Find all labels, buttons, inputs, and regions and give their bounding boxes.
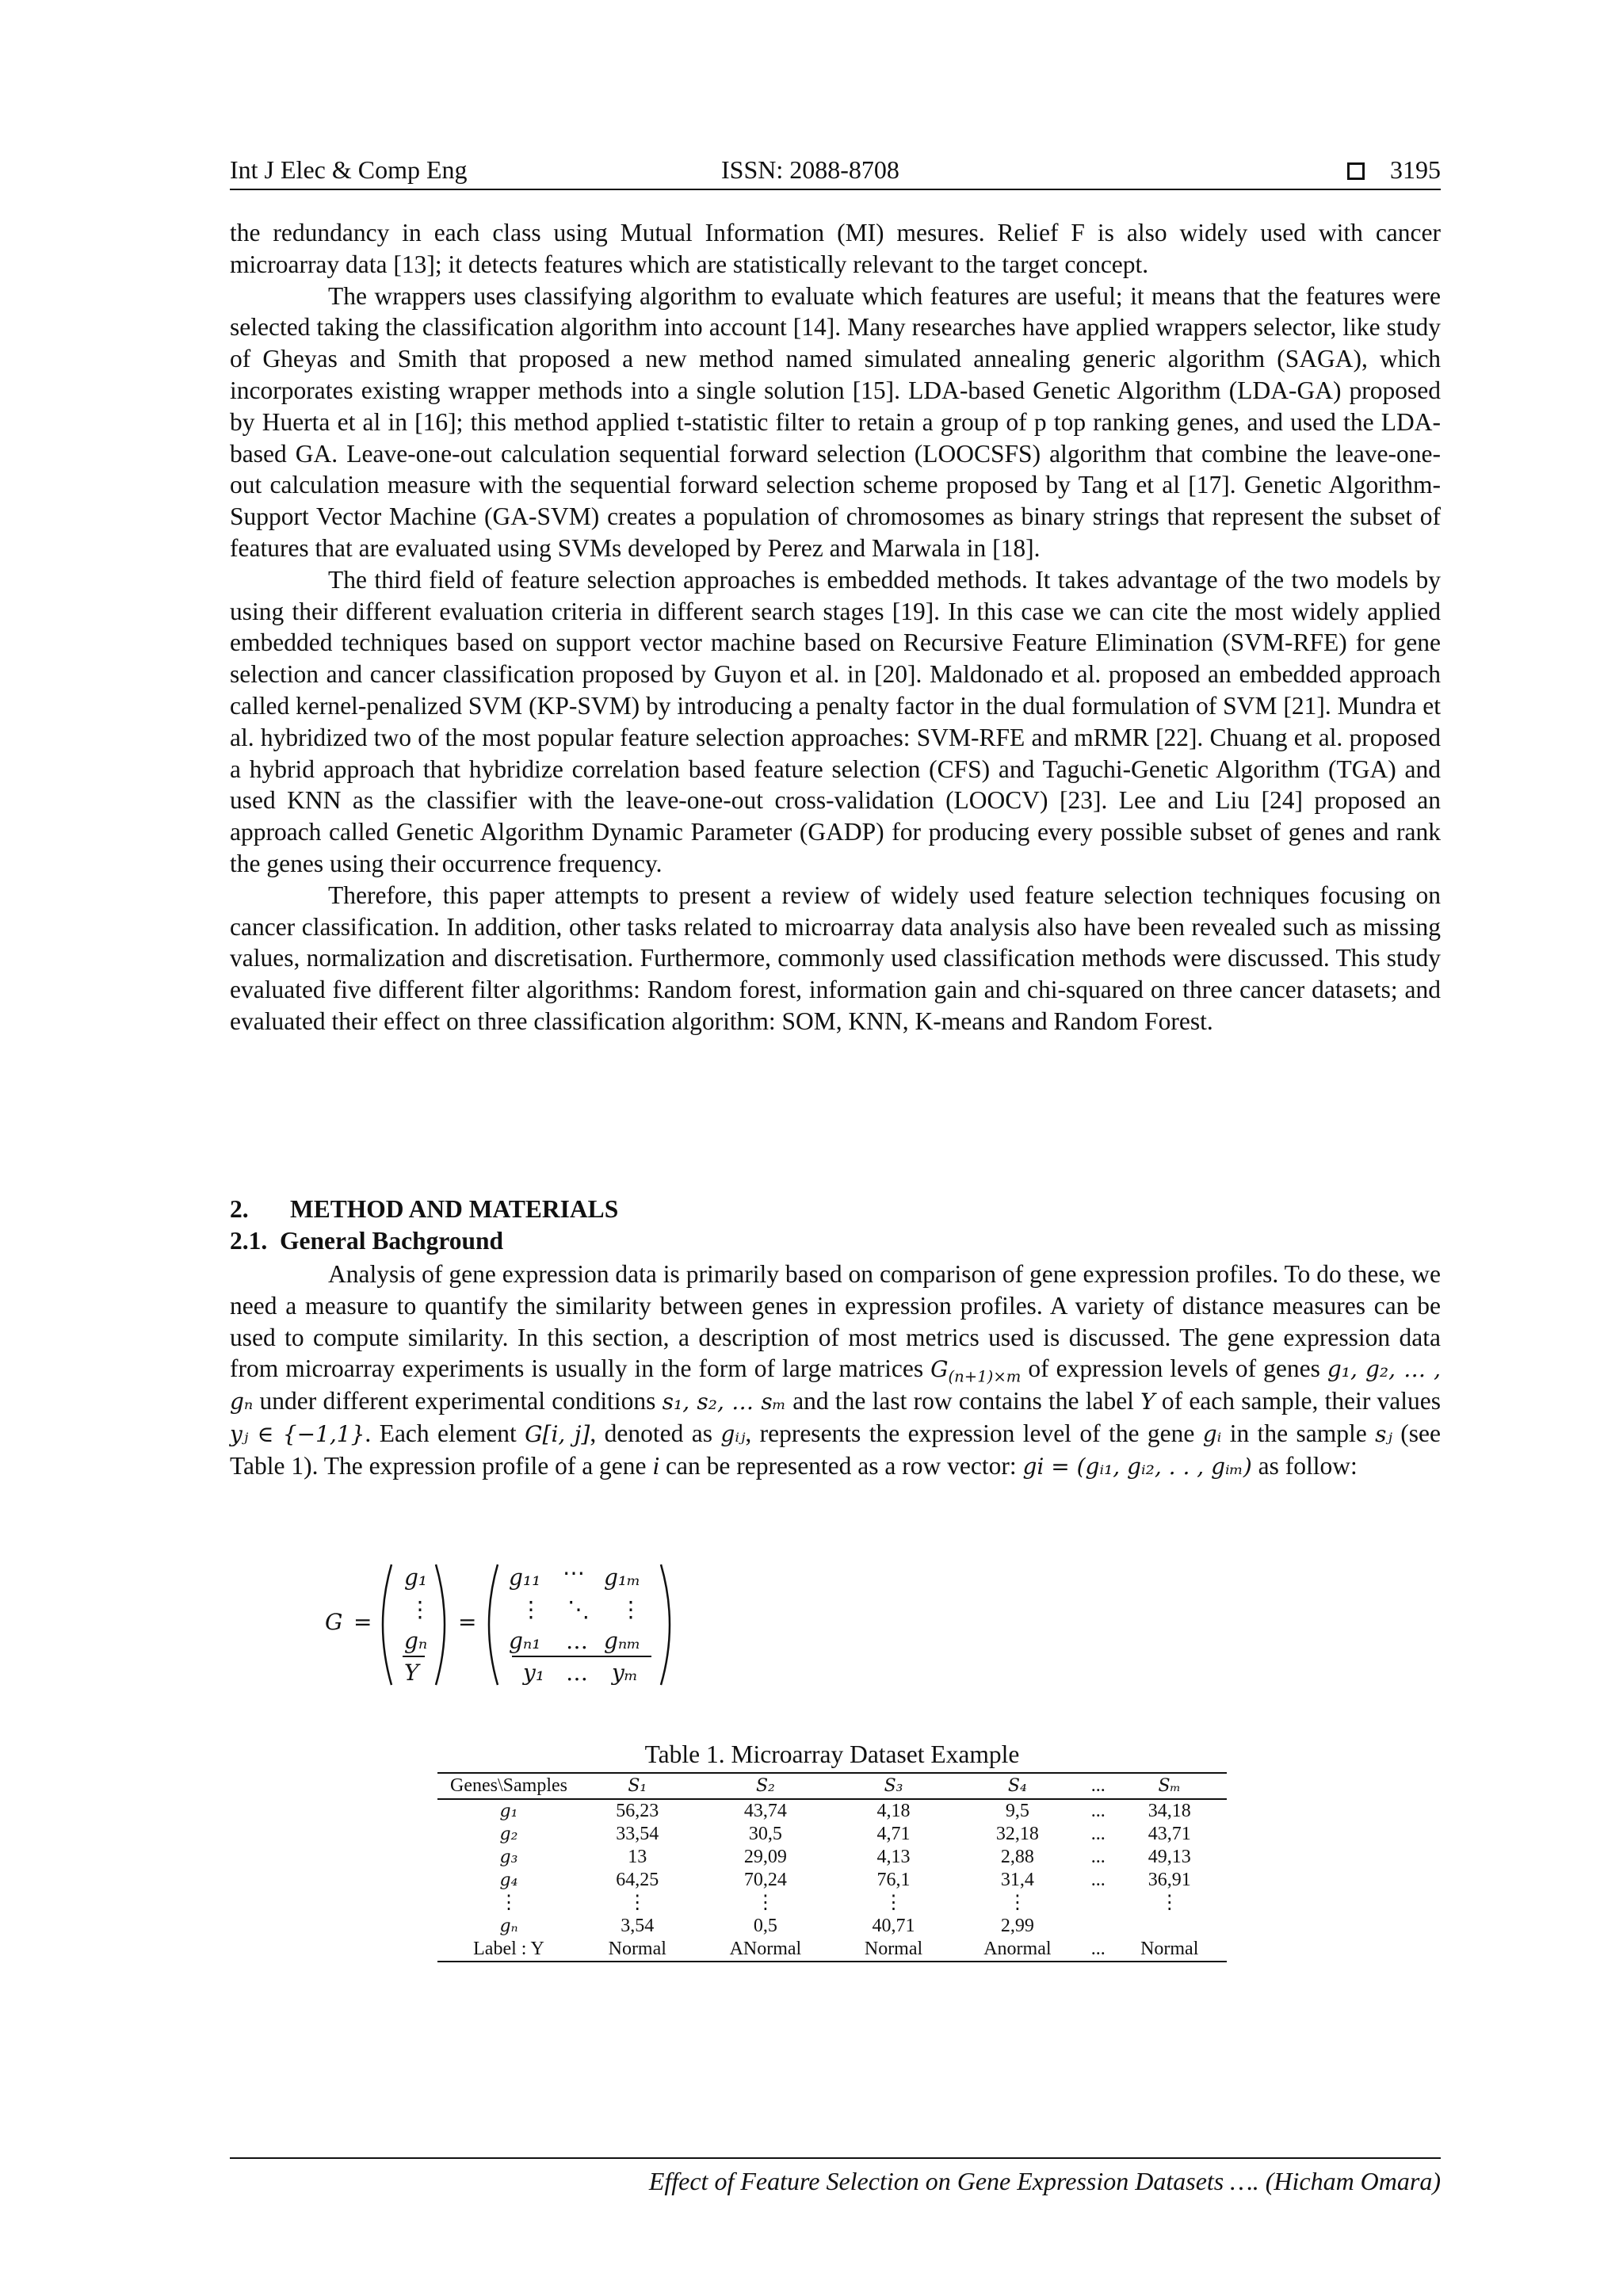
table-container bbox=[437, 1772, 1227, 1962]
header-cell: ... bbox=[1084, 1773, 1112, 1799]
grid-cell: ⋮ bbox=[520, 1596, 542, 1622]
table-row bbox=[437, 1892, 1227, 1915]
table-cell: ⋮ bbox=[628, 1893, 647, 1913]
table-cell: 32,18 bbox=[995, 1824, 1039, 1844]
table-cell: 43,71 bbox=[1148, 1824, 1191, 1844]
matrix-svg bbox=[325, 1553, 737, 1696]
subsection-title: General Bachground bbox=[280, 1227, 504, 1255]
table-cell: Normal bbox=[836, 1938, 951, 1962]
intro-text bbox=[230, 217, 1441, 1037]
table-cell: 70,24 bbox=[743, 1870, 787, 1890]
matrix-eq2: = bbox=[458, 1609, 477, 1635]
grid-cell: ⋱ bbox=[567, 1596, 590, 1622]
table-row bbox=[437, 1915, 1227, 1938]
journal-name: Int J Elec & Comp Eng bbox=[230, 155, 468, 184]
table-cell: g₂ bbox=[499, 1824, 518, 1844]
text-run: of expression levels of genes bbox=[1021, 1354, 1327, 1383]
math-matrix bbox=[930, 1356, 1022, 1386]
header-rule bbox=[230, 189, 1441, 190]
subsection-number: 2.1. bbox=[230, 1227, 268, 1255]
page-number: 3195 bbox=[1390, 155, 1441, 184]
table-cell: 36,91 bbox=[1148, 1870, 1191, 1890]
math-label: Y bbox=[1140, 1389, 1155, 1415]
table-cell: ⋮ bbox=[755, 1893, 775, 1913]
paragraph bbox=[230, 1259, 1441, 1483]
grid-cell: g₁₁ bbox=[509, 1564, 541, 1591]
table-cell: 3,54 bbox=[621, 1916, 655, 1936]
table-cell: Normal bbox=[1112, 1938, 1227, 1962]
table-cell: 34,18 bbox=[1148, 1801, 1191, 1821]
math-element: G[i, j] bbox=[525, 1420, 590, 1447]
data-table bbox=[437, 1772, 1227, 1962]
table-cell: ... bbox=[1090, 1847, 1106, 1867]
grid-cell: ⋯ bbox=[563, 1560, 585, 1586]
paren-left-2 bbox=[489, 1564, 498, 1685]
table-cell: ... bbox=[1090, 1801, 1106, 1821]
running-header bbox=[230, 155, 1441, 190]
table-cell: ⋮ bbox=[1007, 1893, 1027, 1913]
math-yj: yⱼ ∈ {−1,1} bbox=[230, 1420, 365, 1447]
paren-right-1 bbox=[436, 1564, 445, 1685]
table-cell: 2,99 bbox=[1000, 1916, 1034, 1936]
header-cell: S₃ bbox=[836, 1773, 951, 1799]
table-cell: 4,71 bbox=[876, 1824, 911, 1844]
issn-label: ISSN: 2088-8708 bbox=[721, 155, 899, 184]
text-run: in the sample bbox=[1221, 1419, 1376, 1447]
math-gij: gᵢⱼ bbox=[720, 1420, 746, 1447]
text-run: of each sample, their values bbox=[1155, 1387, 1442, 1415]
text-run: as follow: bbox=[1251, 1451, 1358, 1480]
text-run: and the last row contains the label bbox=[785, 1387, 1141, 1415]
paren-left-1 bbox=[383, 1564, 391, 1685]
col-item: g₁ bbox=[404, 1564, 428, 1591]
header-cell: S₁ bbox=[580, 1773, 695, 1799]
page-number-group bbox=[1347, 155, 1441, 185]
table-cell: 31,4 bbox=[1000, 1870, 1034, 1890]
math-genes: g₁, g₂, … , gₙ bbox=[230, 1356, 1442, 1415]
table-cell: 4,13 bbox=[876, 1847, 911, 1867]
text-run: under different experimental conditions bbox=[253, 1387, 663, 1415]
col-item: ⋮ bbox=[409, 1596, 431, 1622]
table-row bbox=[437, 1799, 1227, 1823]
table-cell: ... bbox=[1084, 1938, 1112, 1962]
section-heading bbox=[230, 1195, 618, 1224]
header-cell: Sₘ bbox=[1112, 1773, 1227, 1799]
table-cell bbox=[1084, 1892, 1112, 1915]
table-cell: g₄ bbox=[499, 1870, 518, 1890]
paragraph: the redundancy in each class using Mutual Information (MI) mesures. Relief F is also widely used with cancer microarray data [13]; it detects features which are statistically relevant to the target concept. bbox=[230, 219, 1441, 278]
table-cell: 9,5 bbox=[1005, 1801, 1029, 1821]
grid-cell: … bbox=[566, 1660, 588, 1686]
table-cell: ⋮ bbox=[499, 1893, 518, 1913]
math-conditions: s₁, s₂, … sₘ bbox=[662, 1389, 786, 1415]
table-cell: 30,5 bbox=[748, 1824, 782, 1844]
text-run: . Each element bbox=[365, 1419, 525, 1447]
grid-cell: gₙ₁ bbox=[509, 1628, 541, 1654]
section21-text bbox=[230, 1259, 1441, 1483]
subsection-heading bbox=[230, 1227, 503, 1255]
text-run: Analysis of gene expression data is primarily based on comparison of gene expression profiles. To do these, we need a measure to quantify the similarity between genes in expression profiles. A variety of distance measures can be used to compute similarity. In this section, a description of most metrics used is discussed. The gene expression data from microarray experiments is usually in the form of large matrices bbox=[230, 1260, 1441, 1383]
table-cell: 76,1 bbox=[876, 1870, 911, 1890]
header-cell: S₂ bbox=[695, 1773, 837, 1799]
table-cell: g₃ bbox=[499, 1847, 518, 1867]
table-cell: 33,54 bbox=[616, 1824, 659, 1844]
paragraph: Therefore, this paper attempts to present a review of widely used feature selection techniques focusing on cancer classification. In addition, other tasks related to microarray data analysis also have been revealed such as missing values, normalization and discretisation. Furthermore, commonly used classification methods were discussed. This study evaluated five different filter algorithms: Random forest, information gain and chi-squared on three cancer datasets; and evaluated their effect on three classification algorithm: SOM, KNN, K-means and Random Forest. bbox=[230, 881, 1441, 1035]
table-cell: 43,74 bbox=[743, 1801, 787, 1821]
table-cell: 40,71 bbox=[872, 1916, 915, 1936]
grid-cell: y₁ bbox=[523, 1660, 545, 1686]
table-header-row bbox=[437, 1773, 1227, 1799]
grid-cell: … bbox=[566, 1628, 588, 1654]
math-vector: gi = (gᵢ₁, gᵢ₂, . . , gᵢₘ) bbox=[1022, 1453, 1252, 1480]
grid-cell: g₁ₘ bbox=[604, 1564, 641, 1591]
table-cell: ... bbox=[1090, 1870, 1106, 1890]
table-row bbox=[437, 1869, 1227, 1892]
table-cell: g₁ bbox=[499, 1801, 518, 1821]
table-cell: ANormal bbox=[695, 1938, 837, 1962]
text-run: , denoted as bbox=[590, 1419, 721, 1447]
matrix-lhs: G bbox=[325, 1609, 343, 1635]
table-row bbox=[437, 1846, 1227, 1869]
table-cell: Normal bbox=[580, 1938, 695, 1962]
section-number: 2. bbox=[230, 1195, 249, 1223]
checkbox-square-icon bbox=[1347, 162, 1365, 180]
math-symbol: G bbox=[930, 1356, 949, 1383]
table-cell: 56,23 bbox=[616, 1801, 659, 1821]
table-cell: 13 bbox=[628, 1847, 647, 1867]
table-cell: 49,13 bbox=[1148, 1847, 1191, 1867]
table-cell: 2,88 bbox=[1000, 1847, 1034, 1867]
table-cell: 29,09 bbox=[743, 1847, 787, 1867]
table-cell: 64,25 bbox=[616, 1870, 659, 1890]
table-cell: ⋮ bbox=[1159, 1893, 1179, 1913]
table-cell: 4,18 bbox=[876, 1801, 911, 1821]
math-sj: sⱼ bbox=[1375, 1420, 1392, 1447]
table-row bbox=[437, 1938, 1227, 1962]
table-cell: Label : Y bbox=[437, 1938, 580, 1962]
col-item: gₙ bbox=[404, 1628, 428, 1654]
table-cell bbox=[1084, 1915, 1112, 1938]
table-cell: 0,5 bbox=[753, 1916, 777, 1936]
table-cell: Anormal bbox=[951, 1938, 1084, 1962]
text-run: , represents the expression level of the gene bbox=[745, 1419, 1203, 1447]
table-cell bbox=[1112, 1915, 1227, 1938]
col-item: Y bbox=[404, 1660, 419, 1686]
math-subscript: (n+1)×m bbox=[948, 1367, 1022, 1386]
grid-cell: yₘ bbox=[612, 1660, 638, 1686]
text-run: (see Table 1). The expression profile of a gene bbox=[230, 1419, 1442, 1480]
matrix-equation bbox=[325, 1553, 737, 1696]
header-cell: S₄ bbox=[951, 1773, 1084, 1799]
grid-cell: gₙₘ bbox=[604, 1628, 641, 1654]
text-run: can be represented as a row vector: bbox=[659, 1451, 1023, 1480]
table-cell: ... bbox=[1090, 1824, 1106, 1844]
section-title: METHOD AND MATERIALS bbox=[290, 1195, 619, 1223]
running-footer: Effect of Feature Selection on Gene Expression Datasets …. (Hicham Omara) bbox=[648, 2167, 1441, 2195]
header-cell: Genes\Samples bbox=[437, 1773, 580, 1799]
table-caption: Table 1. Microarray Dataset Example bbox=[644, 1740, 1020, 1768]
paragraph: The third field of feature selection approaches is embedded methods. It takes advantage of the two models by using their different evaluation criteria in different search stages [19]. In this case we can cite the most widely applied embedded techniques based on support vector machine based on Recursive Feature Elimination (SVM-RFE) for gene selection and cancer classification proposed by Guyon et al. in [20]. Maldonado et al. proposed an embedded approach called kernel-penalized SVM (KP-SVM) by introducing a penalty factor in the dual formulation of SVM [21]. Mundra et al. hybridized two of the most popular feature selection approaches: SVM-RFE and mRMR [22]. Chuang et al. proposed a hybrid approach that hybridize correlation based feature selection (CFS) and Taguchi-Genetic Algorithm (TGA) and used KNN as the classifier with the leave-one-out cross-validation (LOOCV) [23]. Lee and Liu [24] proposed an approach called Genetic Algorithm Dynamic Parameter (GADP) for producing every possible subset of genes and rank the genes using their occurrence frequency. bbox=[230, 565, 1441, 877]
table-cell: ⋮ bbox=[884, 1893, 903, 1913]
matrix-eq1: = bbox=[353, 1609, 372, 1635]
table-cell: gₙ bbox=[499, 1916, 518, 1936]
var-i: i bbox=[652, 1451, 660, 1480]
table-row bbox=[437, 1823, 1227, 1846]
paren-right-2 bbox=[661, 1564, 670, 1685]
paragraph: The wrappers uses classifying algorithm to evaluate which features are useful; it means that the features were selected taking the classification algorithm into account [14]. Many researches have applied wrappers selector, like study of Gheyas and Smith that proposed a new method named simulated annealing generic algorithm (SAGA), which incorporates existing wrapper methods into a single solution [15]. LDA-based Genetic Algorithm (LDA-GA) proposed by Huerta et al in [16]; this method applied t-statistic filter to retain a group of p top ranking genes, and used the LDA-based GA. Leave-one-out calculation sequential forward selection (LOOCSFS) algorithm that combine the leave-one-out calculation measure with the sequential forward selection scheme proposed by Tang et al [17]. Genetic Algorithm-Support Vector Machine (GA-SVM) creates a population of chromosomes as binary strings that represent the subset of features that are evaluated using SVMs developed by Perez and Marwala in [18]. bbox=[230, 281, 1441, 562]
footer-rule bbox=[230, 2157, 1441, 2159]
math-gi: gᵢ bbox=[1202, 1420, 1222, 1447]
grid-cell: ⋮ bbox=[620, 1596, 642, 1622]
